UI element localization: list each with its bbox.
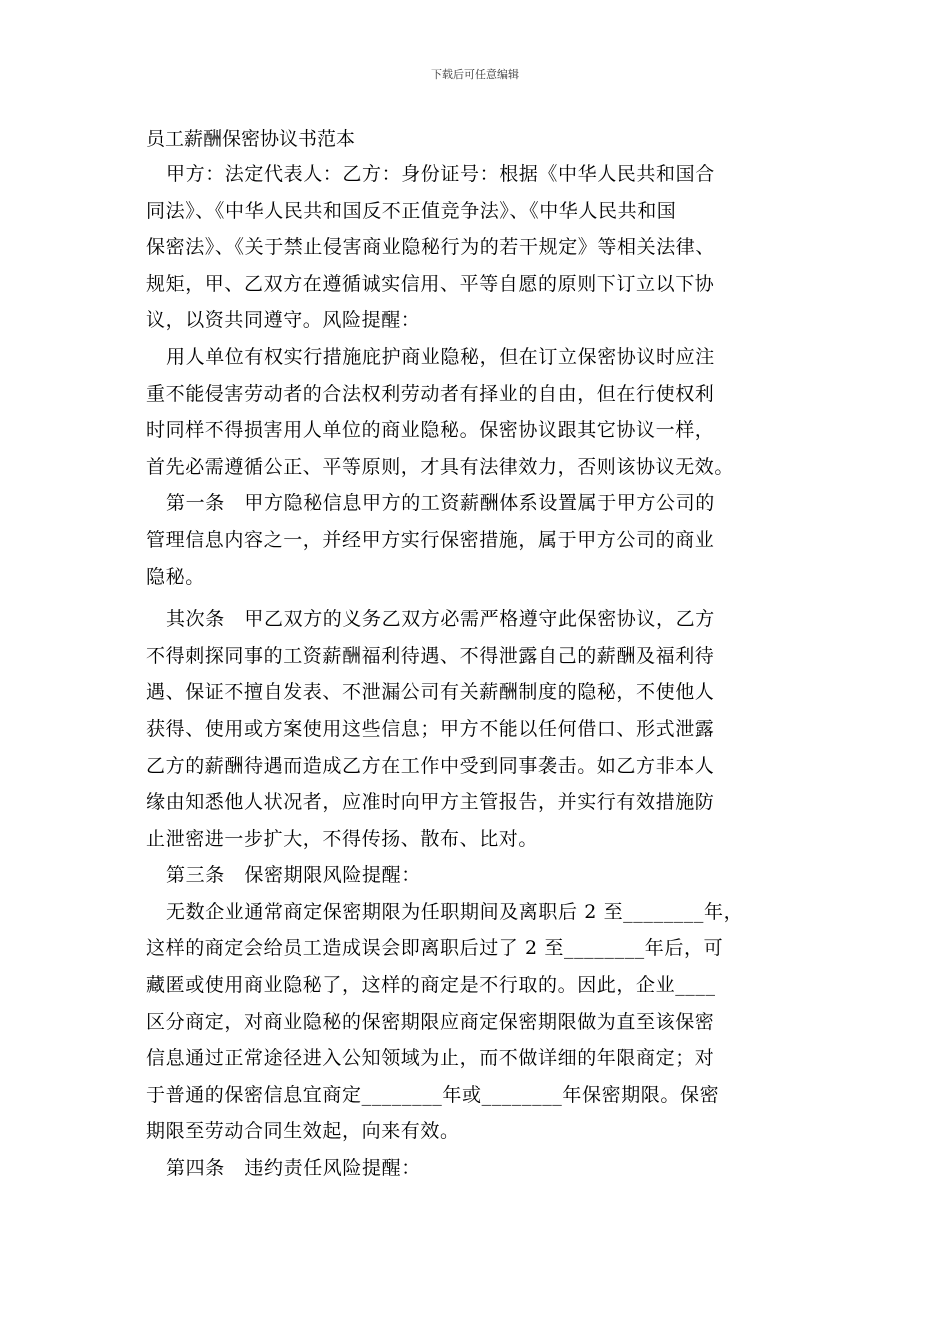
header-note: 下载后可任意编辑: [431, 68, 519, 81]
paragraph-line: 隐秘。: [146, 565, 205, 588]
document-body: [146, 156, 806, 1187]
paragraph-line: 不得刺探同事的工资薪酬福利待遇、不得泄露自己的薪酬及福利待: [146, 644, 715, 667]
paragraph-line: 重不能侵害劳动者的合法权利劳动者有择业的自由，但在行使权利: [146, 382, 715, 405]
article-heading-line: 第一条 甲方隐秘信息甲方的工资薪酬体系设置属于甲方公司的: [166, 492, 715, 515]
paragraph-line: 管理信息内容之一，并经甲方实行保密措施，属于甲方公司的商业: [146, 528, 715, 551]
article-heading-line: 第三条 保密期限风险提醒：: [166, 864, 421, 887]
paragraph-line: 无数企业通常商定保密期限为任职期间及离职后 2 至________年，: [166, 900, 744, 923]
article-heading-line: 第四条 违约责任风险提醒：: [166, 1157, 421, 1180]
paragraph-line: 遇、保证不擅自发表、不泄漏公司有关薪酬制度的隐秘，不使他人: [146, 681, 715, 704]
document-title: 员工薪酬保密协议书范本: [146, 128, 356, 150]
paragraph-line: 首先必需遵循公正、平等原则，才具有法律效力，否则该协议无效。: [146, 455, 735, 478]
paragraph-line: 乙方的薪酬待遇而造成乙方在工作中受到同事袭击。如乙方非本人: [146, 754, 715, 777]
paragraph-line: 区分商定，对商业隐秘的保密期限应商定保密期限做为直至该保密: [146, 1010, 715, 1033]
paragraph-line: 这样的商定会给员工造成误会即离职后过了 2 至________年后，可: [146, 937, 724, 960]
paragraph-line: 规矩，甲、乙双方在遵循诚实信用、平等自愿的原则下订立以下协: [146, 272, 715, 295]
paragraph-line: 议，以资共同遵守。风险提醒：: [146, 309, 421, 332]
paragraph-line: 缘由知悉他人状况者，应准时向甲方主管报告，并实行有效措施防: [146, 791, 715, 814]
paragraph-line: 于普通的保密信息宜商定________年或________年保密期限。保密: [146, 1083, 720, 1106]
paragraph-line: 信息通过正常途径进入公知领域为止，而不做详细的年限商定；对: [146, 1047, 715, 1070]
paragraph-line: 止泄密进一步扩大，不得传扬、散布、比对。: [146, 827, 539, 850]
paragraph-line: 保密法》、《关于禁止侵害商业隐秘行为的若干规定》等相关法律、: [146, 236, 716, 259]
paragraph-line: 藏匿或使用商业隐秘了，这样的商定是不行取的。因此，企业____: [146, 974, 716, 997]
paragraph-line: 甲方：法定代表人：乙方：身份证号：根据《中华人民共和国合: [166, 163, 715, 185]
paragraph-line: 期限至劳动合同生效起，向来有效。: [146, 1120, 460, 1143]
article-heading-line: 其次条 甲乙双方的义务乙双方必需严格遵守此保密协议，乙方: [166, 608, 715, 631]
paragraph-line: 时同样不得损害用人单位的商业隐秘。保密协议跟其它协议一样，: [146, 419, 715, 442]
paragraph-line: 获得、使用或方案使用这些信息；甲方不能以任何借口、形式泄露: [146, 717, 715, 740]
paragraph-line: 同法》、《中华人民共和国反不正值竞争法》、《中华人民共和国: [146, 199, 677, 222]
paragraph-line: 用人单位有权实行措施庇护商业隐秘，但在订立保密协议时应注: [166, 345, 715, 368]
